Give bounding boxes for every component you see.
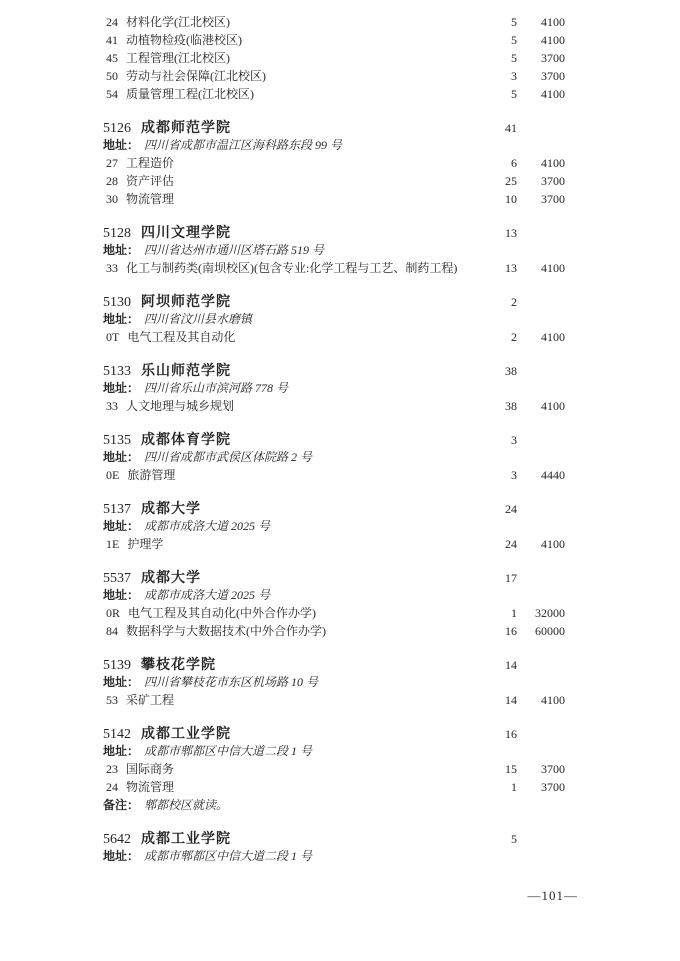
major-code: 53 (106, 693, 118, 707)
major-code: 0E (106, 468, 120, 482)
university-header (103, 118, 565, 136)
note-row (103, 796, 565, 814)
university-header (103, 568, 565, 586)
major-row (103, 259, 565, 277)
major-quota: 10 (505, 192, 517, 206)
address-label: 地址： (103, 312, 140, 326)
major-code: 30 (106, 192, 118, 206)
major-name: 国际商务 (126, 762, 175, 776)
major-fee: 4100 (541, 537, 565, 551)
address-label: 地址： (103, 519, 140, 533)
address-row (103, 448, 565, 466)
major-code: 50 (106, 69, 118, 83)
address-label: 地址： (103, 243, 140, 257)
major-fee: 4100 (541, 156, 565, 170)
major-code: 23 (106, 762, 118, 776)
major-name: 数据科学与大数据技术(中外合作办学) (126, 624, 326, 638)
university-header (103, 724, 565, 742)
major-quota: 24 (505, 537, 517, 551)
address-row (103, 742, 565, 760)
major-name: 质量管理工程(江北校区) (126, 87, 254, 101)
university-total: 16 (505, 727, 517, 741)
major-fee: 60000 (535, 624, 565, 638)
address-row (103, 241, 565, 259)
major-row (103, 85, 565, 103)
address-label: 地址： (103, 381, 140, 395)
university-section (103, 292, 565, 346)
major-quota: 25 (505, 174, 517, 188)
university-total: 38 (505, 364, 517, 378)
major-fee: 4100 (541, 15, 565, 29)
note-label: 备注： (103, 798, 140, 812)
major-name: 旅游管理 (127, 468, 176, 482)
university-header (103, 499, 565, 517)
university-section (103, 655, 565, 709)
major-fee: 4100 (541, 87, 565, 101)
major-name: 护理学 (127, 537, 164, 551)
university-name: 成都工业学院 (141, 725, 231, 741)
address-label: 地址： (103, 450, 140, 464)
address-text: 四川省攀枝花市东区机场路 10 号 (144, 675, 319, 689)
major-name: 采矿工程 (126, 693, 175, 707)
university-name: 四川文理学院 (141, 224, 231, 240)
university-code: 5126 (103, 121, 131, 136)
address-text: 四川省成都市温江区海科路东段 99 号 (144, 138, 343, 152)
university-header (103, 223, 565, 241)
major-quota: 3 (511, 468, 517, 482)
address-row (103, 517, 565, 535)
university-total: 2 (511, 295, 517, 309)
university-name: 成都大学 (141, 500, 201, 516)
major-code: 24 (106, 780, 118, 794)
major-name: 材料化学(江北校区) (126, 15, 230, 29)
university-name: 乐山师范学院 (141, 362, 231, 378)
major-quota: 5 (511, 51, 517, 65)
university-section (103, 499, 565, 553)
address-row (103, 310, 565, 328)
major-row (103, 397, 565, 415)
major-quota: 16 (505, 624, 517, 638)
address-label: 地址： (103, 849, 140, 863)
university-code: 5142 (103, 727, 131, 742)
university-name: 阿坝师范学院 (141, 293, 231, 309)
university-total: 5 (511, 832, 517, 846)
major-code: 45 (106, 51, 118, 65)
address-text: 成都市成洛大道 2025 号 (144, 519, 271, 533)
major-row (103, 535, 565, 553)
university-header (103, 292, 565, 310)
major-quota: 13 (505, 261, 517, 275)
major-name: 劳动与社会保障(江北校区) (126, 69, 266, 83)
address-text: 四川省汶川县水磨镇 (144, 312, 253, 326)
major-quota: 2 (511, 330, 517, 344)
major-fee: 4100 (541, 330, 565, 344)
university-code: 5133 (103, 364, 131, 379)
address-row (103, 379, 565, 397)
university-section (103, 724, 565, 814)
major-row (103, 466, 565, 484)
address-label: 地址： (103, 744, 140, 758)
major-name: 资产评估 (126, 174, 175, 188)
major-code: 27 (106, 156, 118, 170)
university-header (103, 361, 565, 379)
address-label: 地址： (103, 138, 140, 152)
major-code: 33 (106, 399, 118, 413)
major-code: 41 (106, 33, 118, 47)
major-row (103, 622, 565, 640)
university-name: 成都大学 (141, 569, 201, 585)
major-fee: 3700 (541, 51, 565, 65)
university-code: 5139 (103, 658, 131, 673)
university-code: 5537 (103, 571, 131, 586)
major-fee: 4100 (541, 693, 565, 707)
major-code: 54 (106, 87, 118, 101)
major-code: 28 (106, 174, 118, 188)
major-row (103, 49, 565, 67)
major-row (103, 604, 565, 622)
university-total: 3 (511, 433, 517, 447)
major-row (103, 778, 565, 796)
major-row (103, 328, 565, 346)
address-text: 成都市郫都区中信大道二段 1 号 (144, 849, 313, 863)
major-name: 动植物检疫(临港校区) (126, 33, 242, 47)
university-header (103, 829, 565, 847)
major-quota: 5 (511, 87, 517, 101)
major-quota: 38 (505, 399, 517, 413)
university-name: 成都师范学院 (141, 119, 231, 135)
major-row (103, 31, 565, 49)
address-text: 四川省乐山市滨河路 778 号 (144, 381, 289, 395)
address-row (103, 586, 565, 604)
address-text: 成都市成洛大道 2025 号 (144, 588, 271, 602)
university-total: 17 (505, 571, 517, 585)
major-fee: 3700 (541, 192, 565, 206)
university-total: 13 (505, 226, 517, 240)
university-code: 5137 (103, 502, 131, 517)
major-quota: 3 (511, 69, 517, 83)
university-section (103, 430, 565, 484)
major-code: 84 (106, 624, 118, 638)
university-name: 成都工业学院 (141, 830, 231, 846)
major-row (103, 691, 565, 709)
major-name: 工程造价 (126, 156, 175, 170)
major-fee: 3700 (541, 780, 565, 794)
major-row (103, 154, 565, 172)
major-name: 电气工程及其自动化(中外合作办学) (128, 606, 317, 620)
major-row (103, 13, 565, 31)
major-name: 人文地理与城乡规划 (126, 399, 235, 413)
address-row (103, 847, 565, 865)
major-name: 工程管理(江北校区) (126, 51, 230, 65)
major-code: 1E (106, 537, 120, 551)
university-code: 5130 (103, 295, 131, 310)
page-number: —101— (527, 888, 578, 903)
major-fee: 4440 (541, 468, 565, 482)
major-quota: 1 (511, 780, 517, 794)
major-name: 化工与制药类(南坝校区)(包含专业:化学工程与工艺、制药工程) (126, 261, 458, 275)
address-label: 地址： (103, 675, 140, 689)
major-fee: 32000 (535, 606, 565, 620)
major-row (103, 172, 565, 190)
university-code: 5642 (103, 832, 131, 847)
major-fee: 4100 (541, 33, 565, 47)
major-fee: 4100 (541, 261, 565, 275)
major-quota: 6 (511, 156, 517, 170)
address-label: 地址： (103, 588, 140, 602)
university-total: 24 (505, 502, 517, 516)
major-name: 物流管理 (126, 192, 175, 206)
university-name: 成都体育学院 (141, 431, 231, 447)
major-quota: 5 (511, 15, 517, 29)
major-fee: 3700 (541, 69, 565, 83)
major-fee: 3700 (541, 174, 565, 188)
university-section (103, 223, 565, 277)
university-section (103, 118, 565, 208)
university-total: 14 (505, 658, 517, 672)
major-quota: 5 (511, 33, 517, 47)
address-text: 四川省成都市武侯区体院路 2 号 (144, 450, 313, 464)
major-row (103, 190, 565, 208)
university-section (103, 361, 565, 415)
university-section (103, 829, 565, 865)
major-fee: 4100 (541, 399, 565, 413)
major-code: 0T (106, 330, 120, 344)
university-name: 攀枝花学院 (141, 656, 216, 672)
address-row (103, 136, 565, 154)
major-row (103, 67, 565, 85)
major-fee: 3700 (541, 762, 565, 776)
major-code: 24 (106, 15, 118, 29)
address-row (103, 673, 565, 691)
university-code: 5135 (103, 433, 131, 448)
university-total: 41 (505, 121, 517, 135)
university-code: 5128 (103, 226, 131, 241)
major-row (103, 760, 565, 778)
major-quota: 15 (505, 762, 517, 776)
university-header (103, 655, 565, 673)
note-text: 郫都校区就读。 (144, 798, 229, 812)
university-section (103, 568, 565, 640)
major-code: 0R (106, 606, 121, 620)
address-text: 四川省达州市通川区塔石路 519 号 (144, 243, 325, 257)
university-header (103, 430, 565, 448)
major-name: 物流管理 (126, 780, 175, 794)
major-code: 33 (106, 261, 118, 275)
major-name: 电气工程及其自动化 (127, 330, 236, 344)
major-quota: 14 (505, 693, 517, 707)
major-quota: 1 (511, 606, 517, 620)
address-text: 成都市郫都区中信大道二段 1 号 (144, 744, 313, 758)
